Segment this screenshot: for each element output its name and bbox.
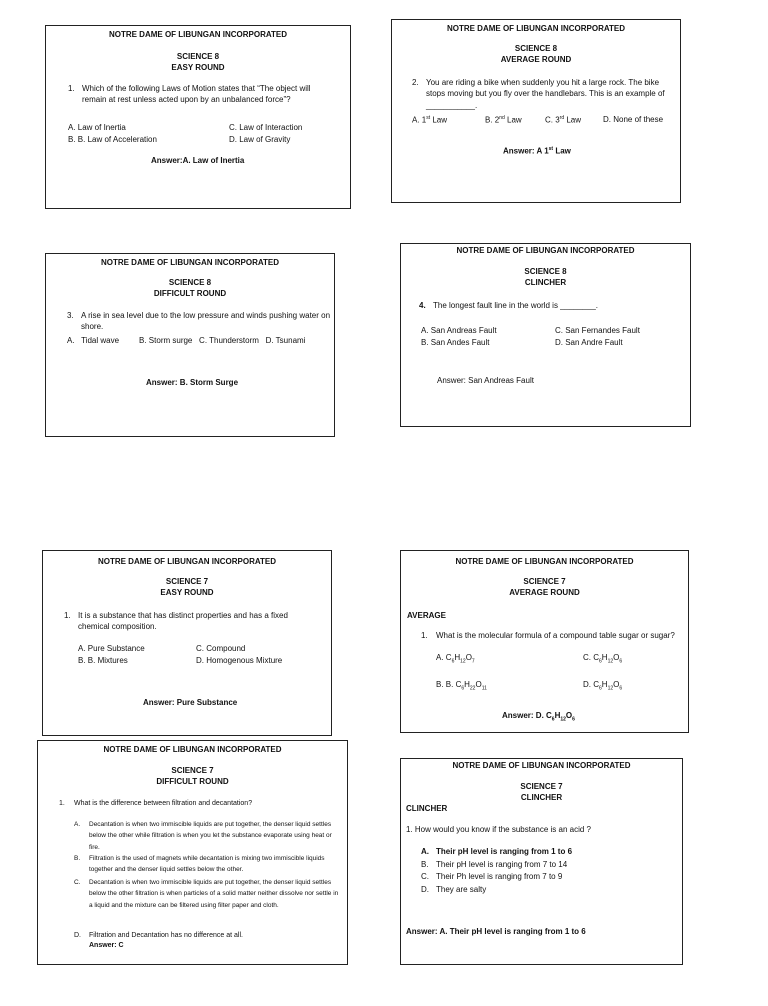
- option-c: C. Law of Interaction: [229, 123, 303, 132]
- option-a: A. Pure Substance: [78, 644, 145, 653]
- quiz-card-sci7-average: [400, 550, 689, 733]
- quiz-card-sci7-difficult: [37, 740, 348, 965]
- option-b: B. B. Mixtures: [78, 656, 128, 665]
- option-a: A. 1st Law: [412, 115, 448, 125]
- option-a-key: A.: [421, 847, 429, 856]
- question-text: The longest fault line in the world is ________.: [433, 301, 598, 310]
- answer-text: Answer: B. Storm Surge: [146, 378, 239, 387]
- option-d: D. Homogenous Mixture: [196, 656, 283, 665]
- question-number: 2.: [412, 78, 419, 87]
- option-c: C. Compound: [196, 644, 246, 653]
- option-d: D. None of these: [603, 115, 664, 124]
- school-header: NOTRE DAME OF LIBUNGAN INCORPORATED: [100, 258, 280, 267]
- option-d-key: D.: [74, 932, 81, 939]
- option-c: C. San Fernandes Fault: [555, 326, 640, 335]
- option-a-text: Decantation is when two immiscible liquids are put together, the denser liquid settles below the other while filtration is when you let the substance evaporate using heat or fire.: [89, 821, 332, 851]
- round-title: CLINCHER: [520, 793, 563, 802]
- option-b: B. San Andes Fault: [421, 338, 490, 347]
- option-b-key: B.: [421, 860, 429, 869]
- option-a-key: A.: [74, 821, 81, 828]
- school-header: NOTRE DAME OF LIBUNGAN INCORPORATED: [97, 557, 277, 566]
- option-d-text: They are salty: [436, 885, 487, 894]
- answer-text: Answer:A. Law of Inertia: [151, 156, 245, 165]
- school-header: NOTRE DAME OF LIBUNGAN INCORPORATED: [103, 745, 282, 754]
- question-text: You are riding a bike when suddenly you hit a large rock. The bike stops moving but you fly over the handlebars. This is an example of: [426, 78, 665, 98]
- school-header: NOTRE DAME OF LIBUNGAN INCORPORATED: [108, 30, 288, 39]
- round-title: EASY ROUND: [160, 588, 214, 597]
- option-a-text: Their pH level is ranging from 1 to 6: [436, 847, 573, 856]
- question-number: 4.: [419, 301, 426, 310]
- subject-title: SCIENCE 7: [520, 782, 563, 791]
- quiz-card-sci8-difficult: [45, 253, 335, 437]
- question-text: What is the difference between filtration and decantation?: [74, 800, 253, 807]
- round-title: AVERAGE ROUND: [509, 588, 580, 597]
- round-title: DIFFICULT ROUND: [153, 289, 227, 298]
- subject-title: SCIENCE 7: [523, 577, 566, 586]
- option-c: C. $C_6H_{12}O_6$: [583, 653, 623, 665]
- round-title: AVERAGE ROUND: [500, 55, 572, 64]
- answer-text: Answer: Pure Substance: [143, 698, 238, 707]
- subject-title: SCIENCE 7: [171, 766, 214, 775]
- subject-title: SCIENCE 7: [165, 577, 209, 586]
- option-c-key: C.: [74, 879, 81, 886]
- options-line: A. Tidal wave B. Storm surge C. Thunderstorm D. Tsunami: [67, 336, 306, 345]
- level-label: CLINCHER: [406, 804, 448, 813]
- school-header: NOTRE DAME OF LIBUNGAN INCORPORATED: [455, 557, 634, 566]
- subject-title: SCIENCE 8: [524, 267, 567, 276]
- question-number: 1.: [421, 631, 428, 640]
- option-b-text: Filtration is the used of magnets while decantation is mixing two immiscible liquids together and the denser liquid settles below the other.: [89, 855, 325, 874]
- subject-title: SCIENCE 8: [168, 278, 212, 287]
- quiz-card-sci8-average: [391, 19, 681, 203]
- question-text: It is a substance that has distinct properties and has a fixed chemical composition.: [78, 611, 288, 631]
- subject-title: SCIENCE 8: [176, 52, 220, 61]
- option-a: A. $C_6H_{12}O_7$: [436, 653, 475, 665]
- option-d: D. San Andre Fault: [555, 338, 623, 347]
- answer-blank: ___________.: [426, 101, 478, 110]
- question-number: 3.: [67, 311, 74, 320]
- option-a: A. San Andreas Fault: [421, 326, 497, 335]
- option-b: B. 2nd Law: [485, 115, 522, 125]
- option-b: B. B. Law of Acceleration: [68, 135, 157, 144]
- round-title: EASY ROUND: [171, 63, 225, 72]
- school-header: NOTRE DAME OF LIBUNGAN INCORPORATED: [446, 24, 626, 33]
- option-c-text: Decantation is when two immiscible liquids are put together, the denser liquid settles below the other filtration is when particles of a solid matter neither dissolve nor settle in a liquid and the mixture can be filtered using filter paper and cloth.: [89, 879, 339, 909]
- round-title: CLINCHER: [524, 278, 567, 287]
- subject-title: SCIENCE 8: [514, 44, 558, 53]
- round-title: DIFFICULT ROUND: [156, 777, 229, 786]
- option-c-text: Their Ph level is ranging from 7 to 9: [436, 872, 563, 881]
- option-d: D. Law of Gravity: [229, 135, 291, 144]
- level-label: AVERAGE: [407, 611, 446, 620]
- school-header: NOTRE DAME OF LIBUNGAN INCORPORATED: [456, 246, 635, 255]
- question-number: 1.: [64, 611, 71, 620]
- option-b: B. B. $C_6H_{22}O_{11}$: [436, 680, 487, 692]
- option-a: A. Law of Inertia: [68, 123, 126, 132]
- answer-text: Answer: C: [89, 942, 124, 949]
- school-header: NOTRE DAME OF LIBUNGAN INCORPORATED: [452, 761, 631, 770]
- option-b-text: Their pH level is ranging from 7 to 14: [436, 860, 568, 869]
- question-number: 1.: [68, 84, 75, 93]
- quiz-card-sci7-easy: [42, 550, 332, 736]
- option-d-key: D.: [421, 885, 429, 894]
- question-text: What is the molecular formula of a compound table sugar or sugar?: [436, 631, 675, 640]
- option-d: D. $C_6H_{12}O_6$: [583, 680, 623, 692]
- option-c: C. 3rd Law: [545, 115, 582, 125]
- question-number: 1.: [59, 800, 65, 807]
- answer-text: Answer: San Andreas Fault: [437, 376, 534, 385]
- question-text: A rise in sea level due to the low pressure and winds pushing water on shore.: [81, 311, 331, 331]
- option-b-key: B.: [74, 855, 81, 862]
- quiz-card-sci8-easy: [45, 25, 351, 209]
- question-text: 1. How would you know if the substance is an acid ?: [406, 825, 591, 834]
- quiz-card-sci7-clincher: [400, 758, 683, 965]
- answer-text: Answer: A. Their pH level is ranging from 1 to 6: [406, 927, 586, 936]
- answer-text: Answer: D. $C_6H_{12}O_6$: [502, 711, 575, 723]
- question-text: Which of the following Laws of Motion states that “The object will remain at rest unless acted upon by an unbalanced force”?: [82, 84, 311, 104]
- answer-text: Answer: A 1st Law: [503, 146, 571, 156]
- quiz-card-sci8-clincher: [400, 243, 691, 427]
- option-d-text: Filtration and Decantation has no difference at all.: [89, 932, 243, 939]
- option-c-key: C.: [421, 872, 429, 881]
